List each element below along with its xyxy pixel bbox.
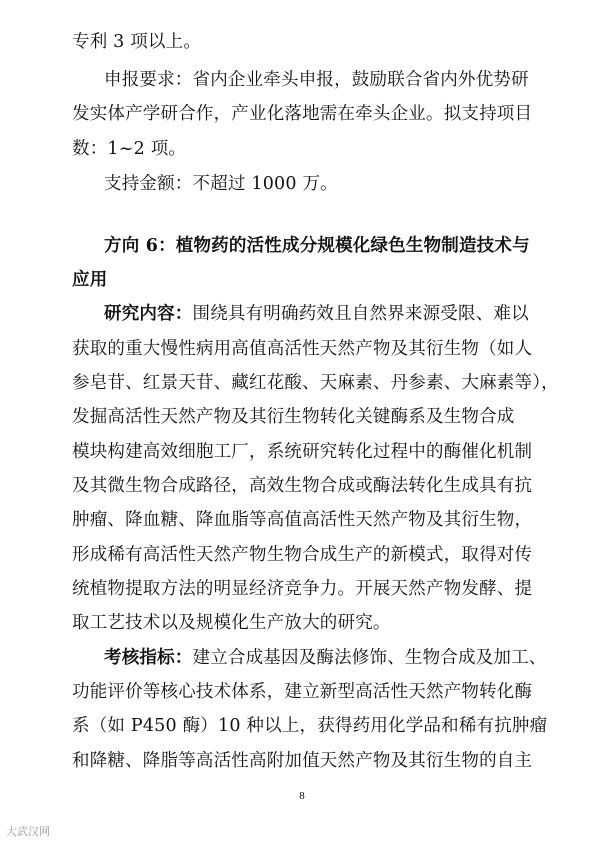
assessment-label: 考核指标： — [104, 648, 193, 668]
text-line: 获取的重大慢性病用高值高活性天然产物及其衍生物（如人 — [72, 339, 533, 359]
text-line: 统植物提取方法的明显经济竞争力。开展天然产物发酵、提 — [72, 579, 533, 599]
text-line: 模块构建高效细胞工厂，系统研究转化过程中的酶催化机制 — [72, 442, 533, 462]
text-span: 围绕具有明确药效且自然界来源受限、难以 — [192, 304, 529, 324]
text-line: 功能评价等核心技术体系，建立新型高活性天然产物转化酶 — [72, 682, 533, 702]
research-label: 研究内容： — [104, 304, 193, 324]
text-line: 数：1~2 项。 — [72, 139, 187, 159]
section-heading: 方向 6：植物药的活性成分规模化绿色生物制造技术与 — [104, 236, 530, 256]
text-line — [104, 648, 547, 668]
text-line: 形成稀有高活性天然产物生物合成生产的新模式，取得对传 — [72, 545, 533, 565]
text-line: 肿瘤、降血糖、降血脂等高值高活性天然产物及其衍生物， — [72, 510, 533, 530]
page-number: 8 — [299, 790, 305, 802]
text-line: 参皂苷、红景天苷、藏红花酸、天麻素、丹参素、大麻素等）， — [72, 373, 559, 393]
text-line: 系（如 P450 酶）10 种以上，获得药用化学品和稀有抗肿瘤 — [72, 716, 548, 736]
text-line: 支持金额：不超过 1000 万。 — [104, 174, 338, 194]
text-line — [104, 304, 532, 324]
text-line: 及其微生物合成路径，高效生物合成或酶法转化生成具有抗 — [72, 476, 533, 496]
text-line: 发掘高活性天然产物及其衍生物转化关键酶系及生物合成 — [72, 407, 515, 427]
text-line: 取工艺技术以及规模化生产放大的研究。 — [72, 613, 391, 633]
text-line: 发实体产学研合作，产业化落地需在牵头企业。拟支持项目 — [72, 104, 533, 124]
section-heading: 应用 — [72, 270, 108, 290]
text-span: 建立合成基因及酶法修饰、生物合成及加工、 — [192, 648, 547, 668]
text-line: 和降糖、降脂等高活性高附加值天然产物及其衍生物的自主 — [72, 751, 533, 771]
text-line: 申报要求：省内企业牵头申报，鼓励联合省内外优势研 — [104, 70, 529, 90]
watermark: 大武汉网 — [6, 825, 50, 838]
text-line: 专利 3 项以上。 — [72, 32, 202, 52]
